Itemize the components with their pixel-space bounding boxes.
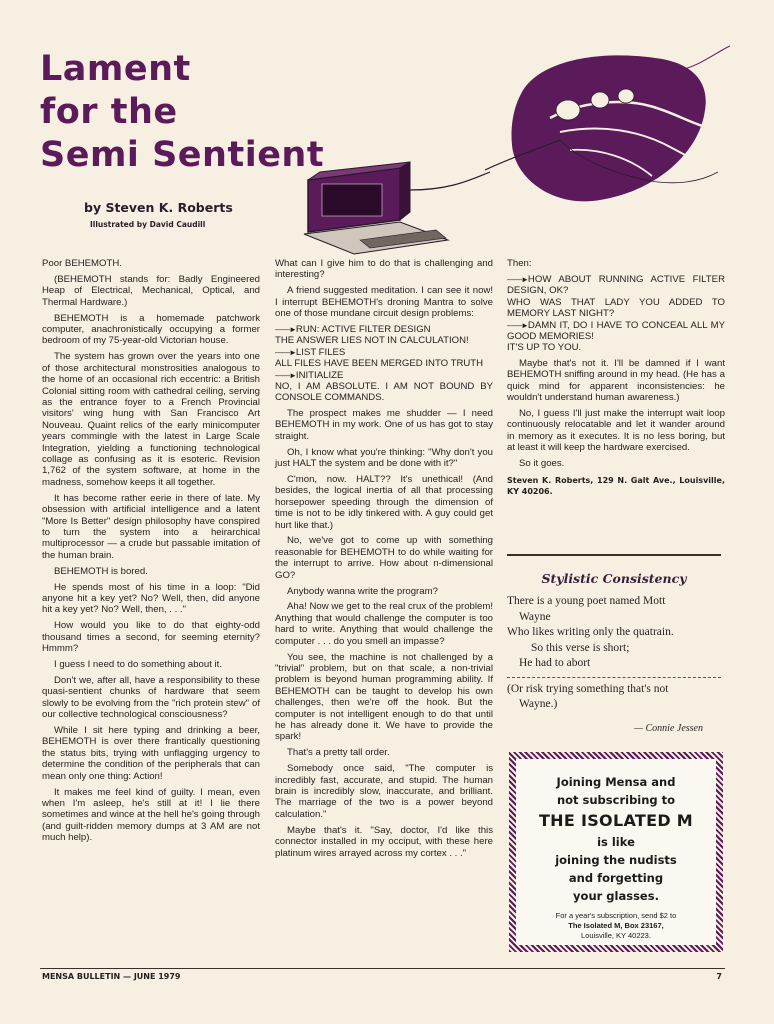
console-line: THE ANSWER LIES NOT IN CALCULATION! xyxy=(275,335,469,347)
isolated-m-advertisement xyxy=(509,752,723,952)
paragraph: A friend suggested meditation. I can see it now! I interrupt BEHEMOTH's droning Mantra to solve one of those mundane circuit design problems: xyxy=(275,285,493,320)
poem-line: He had to abort xyxy=(519,657,591,669)
illustrator-credit: Illustrated by David Caudill xyxy=(90,220,206,229)
byline: by Steven K. Roberts xyxy=(84,200,233,215)
paragraph: (BEHEMOTH stands for: Badly Engineered Heap of Electrical, Mechanical, Optical, and Thermal Hardware.) xyxy=(42,273,260,308)
ad-line: is like xyxy=(597,835,635,849)
title-line-1: Lament xyxy=(40,49,191,89)
poem-line: Who likes writing only the quatrain. xyxy=(507,626,674,638)
console-line: WHO WAS THAT LADY YOU ADDED TO MEMORY LAST NIGHT? xyxy=(507,296,725,320)
paragraph: The prospect makes me shudder — I need BEHEMOTH in my work. One of us has got to stay straight. xyxy=(275,407,493,442)
console-line: ——►LIST FILES xyxy=(275,346,346,358)
arrow-icon: ——► xyxy=(275,325,296,335)
paragraph: No, we've got to come up with something reasonable for BEHEMOTH to do while waiting for the interrupt to arrive. How about n-dimensional GO? xyxy=(275,535,493,581)
paragraph: He spends most of his time in a loop: "Did anyone hit a key yet? No? Well, then, did anyone hit a key yet? No? Well, then, . . ." xyxy=(42,581,260,616)
footer-rule xyxy=(40,968,725,969)
paragraph: Then: xyxy=(507,258,532,269)
paragraph: The system has grown over the years into one of those architectural monstrosities analogous to the home of an occasional rich eccentric: a British Colonial sitting room with cathedral ceiling, serving as the entrance foyer to a French Provincial visitors' wing hung with San Francisco Art Nouveau. Quaint relics of the early minicomputer years commingle with the latest in Large Scale Integration, yielding a functioning technological collage as confusing as it is esoteric. Revision 1,762 of the system software, at home in the madness, somehow keeps it all together. xyxy=(42,351,260,488)
title-line-2: for the xyxy=(40,92,178,132)
poem xyxy=(507,594,721,713)
paragraph: I guess I need to do something about it. xyxy=(54,659,223,670)
footer-publication: MENSA BULLETIN — JUNE 1979 xyxy=(42,972,181,981)
paragraph: Oh, I know what you're thinking: "Why don't you just HALT the system and be done with it?" xyxy=(275,446,493,469)
console-line: ——►RUN: ACTIVE FILTER DESIGN xyxy=(275,324,431,336)
computer-angel-illustration xyxy=(300,40,740,255)
poem-line: There is a young poet named Mott xyxy=(507,595,666,607)
section-divider xyxy=(507,554,721,556)
page-number: 7 xyxy=(716,972,722,981)
paragraph: Maybe that's it. "Say, doctor, I'd like this connector installed in my occiput, with these here platinum wires arrayed across my cortex . . ." xyxy=(275,824,493,859)
console-line: NO, I AM ABSOLUTE. I AM NOT BOUND BY CONSOLE COMMANDS. xyxy=(275,381,493,404)
paragraph: Aha! Now we get to the real crux of the problem! Anything that would challenge the computer is too hard to write. Anything that would challenge the computer . . . do you smell an impasse? xyxy=(275,601,493,647)
poem-line: So this verse is short; xyxy=(531,641,630,654)
console-line: ——►HOW ABOUT RUNNING ACTIVE FILTER DESIGN, OK? xyxy=(507,273,725,297)
paragraph: You see, the machine is not challenged by a "trivial" problem, but on that scale, a non-trivial problem is beyond human programming ability. If BEHEMOTH can be taught to develop his own challenges, then we're off the hook. But the computer is not intelligent enough to do that until he has already done it. We have to provide the spark! xyxy=(275,651,493,743)
angel-figure-icon xyxy=(485,46,730,201)
ad-subscription-info: For a year's subscription, send $2 to The Isolated M, Box 23167, Louisville, KY 40223. xyxy=(555,911,677,940)
paragraph: So it goes. xyxy=(519,458,565,469)
paragraph: It has become rather eerie in there of late. My obsession with artificial intelligence and a latent "More Is Better" design philosophy have conspired to turn the system into a heirarchical multiprocessor — a crude but passable imitation of the human brain. xyxy=(42,492,260,561)
poem-line: Wayne xyxy=(519,610,551,623)
paragraph: Somebody once said, "The computer is incredibly fast, accurate, and stupid. The human brain is incredibly slow, inaccurate, and brilliant. The marriage of the two is a power beyond calculation." xyxy=(275,763,493,820)
arrow-icon: ——► xyxy=(507,320,528,330)
console-line: IT'S UP TO YOU. xyxy=(507,342,582,354)
paragraph: It makes me feel kind of guilty. I mean, even when I'm asleep, he's still at it! I lie there sometimes and wince at the hell he's going through (and guilt-ridden memory dumps at 3 AM are not much help). xyxy=(42,786,260,844)
paragraph: While I sit here typing and drinking a beer, BEHEMOTH is over there frantically questioning the status bits, trying with unflagging urgency to determine the condition of the peripherals that can mean only one thing: Action! xyxy=(42,725,260,782)
dashed-divider xyxy=(507,677,721,678)
author-signature: Steven K. Roberts, 129 N. Galt Ave., Louisville, KY 40206. xyxy=(507,476,725,497)
poem-author: — Connie Jessen xyxy=(634,723,703,734)
ad-line: and forgetting xyxy=(568,871,664,885)
paragraph: How would you like to do that eighty-odd thousand times a second, for seeming eternity? Hmmm? xyxy=(42,620,260,655)
paragraph: Maybe that's not it. I'll be damned if I want BEHEMOTH sniffing around in my head. (He has a quick mind for apparent inconsistencies: he wouldn't understand human awareness.) xyxy=(507,357,725,403)
article-title xyxy=(40,48,324,177)
paragraph: Don't we, after all, have a responsibility to these quasi-sentient chunks of hardware that seem slowly to be evolving from the "rich protein stew" of our collective technological consciousness? xyxy=(42,674,260,721)
arrow-icon: ——► xyxy=(507,274,528,284)
ad-line: joining the nudists xyxy=(555,853,677,867)
ad-headline: THE ISOLATED M xyxy=(538,811,694,830)
poem-line: (Or risk trying something that's not xyxy=(507,682,669,695)
ad-line: not subscribing to xyxy=(556,793,676,807)
paragraph: BEHEMOTH is a homemade patchwork computer, anachronistically occupying a former bedroom of my 75-year-old Victorian house. xyxy=(42,312,260,347)
console-line: ——►INITIALIZE xyxy=(275,369,344,381)
column-2 xyxy=(275,258,493,864)
console-line: ALL FILES HAVE BEEN MERGED INTO TRUTH xyxy=(275,358,484,370)
paragraph: What can I give him to do that is challenging and interesting? xyxy=(275,258,493,281)
ad-line: your glasses. xyxy=(573,889,659,903)
paragraph: No, I guess I'll just make the interrupt wait loop continuously relocatable and let it wander around in memory as it executes. It is no less boring, but at least it will keep the hardware exercised. xyxy=(507,407,725,454)
arrow-icon: ——► xyxy=(275,347,296,357)
console-line: ——►DAMN IT, DO I HAVE TO CONCEAL ALL MY GOOD MEMORIES! xyxy=(507,319,725,342)
paragraph: BEHEMOTH is bored. xyxy=(54,565,148,577)
paragraph: Anybody wanna write the program? xyxy=(287,585,438,597)
poem-title: Stylistic Consistency xyxy=(541,571,687,586)
poem-line: Wayne.) xyxy=(519,698,558,710)
paragraph: Poor BEHEMOTH. xyxy=(42,258,122,269)
ad-line: Joining Mensa and xyxy=(556,775,676,789)
column-1 xyxy=(42,258,260,848)
paragraph: C'mon, now. HALT?? It's unethical! (And besides, the logical inertia of all that processing horsepower speeding through the dimension of time is not to be idly tinkered with. A guy could get hurt like that.) xyxy=(275,473,493,531)
computer-terminal-icon xyxy=(304,162,490,254)
paragraph: That's a pretty tall order. xyxy=(287,747,390,759)
arrow-icon: ——► xyxy=(275,370,296,380)
title-line-3: Semi Sentient xyxy=(40,135,325,175)
column-3 xyxy=(507,258,725,502)
